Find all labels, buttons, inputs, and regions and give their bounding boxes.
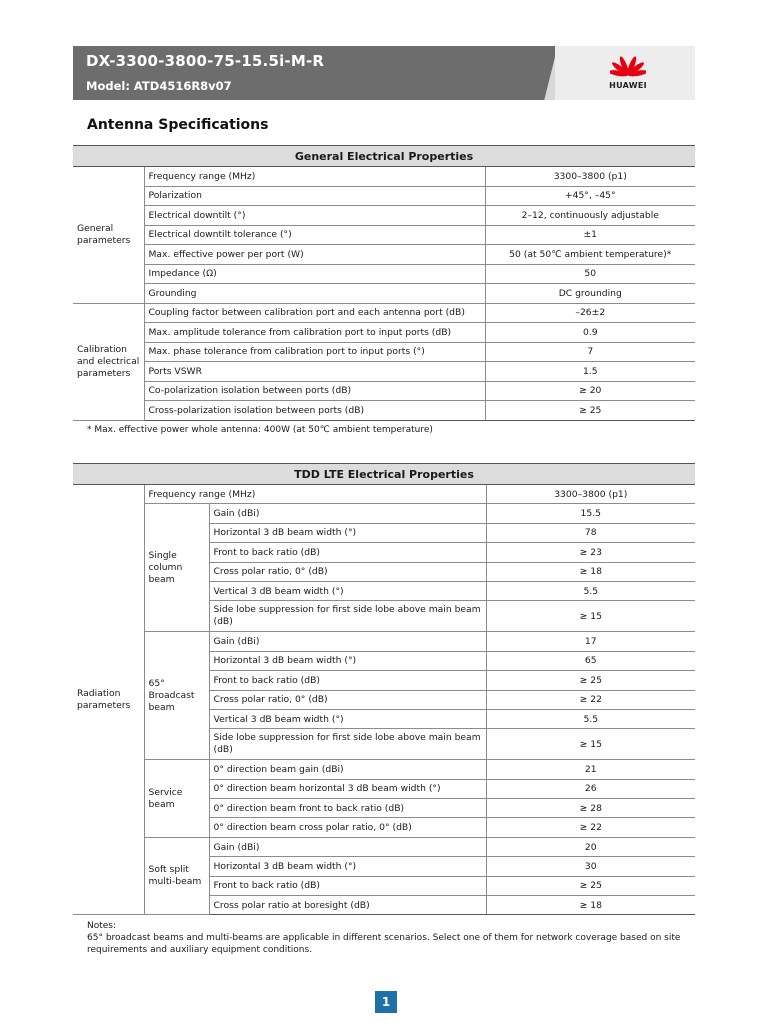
table-row [73,225,695,245]
param-name: Vertical 3 dB beam width (°) [209,709,486,728]
document-header [73,46,695,100]
table-row [73,632,695,651]
param-name: Front to back ratio (dB) [209,543,486,562]
param-value: 50 [485,264,695,284]
table-row [73,167,695,187]
table-heading: TDD LTE Electrical Properties [73,464,695,485]
param-value: 20 [486,837,695,856]
param-value: ≥ 15 [486,601,695,632]
param-value: –26±2 [485,303,695,323]
document-title: DX-3300-3800-75-15.5i-M-R [86,52,325,70]
param-value: ≥ 20 [485,381,695,401]
table-row [73,401,695,421]
group-label: Calibration and electrical parameters [73,303,144,420]
tdd-lte-table [73,463,695,915]
table-row [73,245,695,265]
table-row [73,485,695,504]
param-value: 26 [486,779,695,798]
table-row [73,837,695,856]
param-name: Vertical 3 dB beam width (°) [209,581,486,600]
param-name: Max. amplitude tolerance from calibration port to input ports (dB) [144,323,485,343]
param-value: ≥ 25 [485,401,695,421]
subgroup-label: Service beam [144,760,209,838]
section-title: Antenna Specifications [87,117,269,133]
notes-title: Notes: [87,921,117,931]
table-row [73,186,695,206]
param-name: Cross polar ratio, 0° (dB) [209,690,486,709]
param-name: Cross polar ratio, 0° (dB) [209,562,486,581]
param-name: 0° direction beam horizontal 3 dB beam width (°) [209,779,486,798]
param-name: Max. effective power per port (W) [144,245,485,265]
param-name: Gain (dBi) [209,837,486,856]
param-name: Gain (dBi) [209,632,486,651]
param-value: ≥ 15 [486,729,695,760]
param-value: 30 [486,857,695,876]
param-name: 0° direction beam cross polar ratio, 0° (dB) [209,818,486,837]
param-value: 1.5 [485,362,695,382]
param-value: ≥ 22 [486,690,695,709]
param-name: Grounding [144,284,485,304]
param-name: Front to back ratio (dB) [209,876,486,895]
param-value: 7 [485,342,695,362]
subgroup-label: 65° Broadcast beam [144,632,209,760]
param-name: 0° direction beam front to back ratio (dB) [209,799,486,818]
param-name: Side lobe suppression for first side lobe above main beam (dB) [209,601,486,632]
notes-text: 65° broadcast beams and multi-beams are applicable in different scenarios. Select one of them for network coverage based on site requirements and auxiliary equipment conditions. [87,933,681,955]
param-value: 5.5 [486,581,695,600]
table-row [73,381,695,401]
table-row [73,206,695,226]
param-name: Electrical downtilt (°) [144,206,485,226]
param-name: Side lobe suppression for first side lobe above main beam (dB) [209,729,486,760]
param-name: Polarization [144,186,485,206]
table-row [73,284,695,304]
param-value: ≥ 18 [486,562,695,581]
param-value: 0.9 [485,323,695,343]
param-value: ±1 [485,225,695,245]
param-name: Horizontal 3 dB beam width (°) [209,651,486,670]
param-name: Coupling factor between calibration port and each antenna port (dB) [144,303,485,323]
subgroup-label: Single column beam [144,504,209,632]
table-row [73,303,695,323]
param-value: 21 [486,760,695,779]
param-value: 5.5 [486,709,695,728]
param-name: Frequency range (MHz) [144,485,486,504]
param-value: ≥ 23 [486,543,695,562]
general-electrical-table [73,145,695,421]
param-name: Electrical downtilt tolerance (°) [144,225,485,245]
model-number: Model: ATD4516R8v07 [86,79,232,93]
subgroup-label: Soft split multi-beam [144,837,209,915]
table-row [73,342,695,362]
param-value: 2–12, continuously adjustable [485,206,695,226]
param-value: +45°, –45° [485,186,695,206]
table-heading: General Electrical Properties [73,146,695,167]
param-value: 3300–3800 (p1) [485,167,695,187]
param-name: Ports VSWR [144,362,485,382]
param-name: Frequency range (MHz) [144,167,485,187]
table-row [73,264,695,284]
param-name: Co-polarization isolation between ports (dB) [144,381,485,401]
param-name: Max. phase tolerance from calibration port to input ports (°) [144,342,485,362]
table-row [73,760,695,779]
param-value: 15.5 [486,504,695,523]
param-value: 65 [486,651,695,670]
param-value: ≥ 28 [486,799,695,818]
param-value: ≥ 18 [486,896,695,915]
footnote: * Max. effective power whole antenna: 400W (at 50℃ ambient temperature) [87,425,433,435]
param-value: DC grounding [485,284,695,304]
param-value: 3300–3800 (p1) [486,485,695,504]
param-name: Gain (dBi) [209,504,486,523]
table-row [73,504,695,523]
notes [87,920,687,956]
param-name: Front to back ratio (dB) [209,671,486,690]
page-number: 1 [375,991,397,1013]
param-name: Impedance (Ω) [144,264,485,284]
group-label: General parameters [73,167,144,304]
table-row [73,323,695,343]
table-row [73,362,695,382]
param-name: Horizontal 3 dB beam width (°) [209,857,486,876]
param-value: 78 [486,523,695,542]
param-name: Cross polar ratio at boresight (dB) [209,896,486,915]
huawei-logo [605,52,651,96]
param-name: Cross-polarization isolation between ports (dB) [144,401,485,421]
group-label: Radiation parameters [73,485,144,915]
param-value: 17 [486,632,695,651]
param-value: ≥ 22 [486,818,695,837]
brand-name: HUAWEI [609,81,647,90]
param-value: ≥ 25 [486,671,695,690]
param-value: ≥ 25 [486,876,695,895]
param-name: 0° direction beam gain (dBi) [209,760,486,779]
huawei-petal-logo-icon [610,52,646,80]
param-name: Horizontal 3 dB beam width (°) [209,523,486,542]
param-value: 50 (at 50℃ ambient temperature)* [485,245,695,265]
